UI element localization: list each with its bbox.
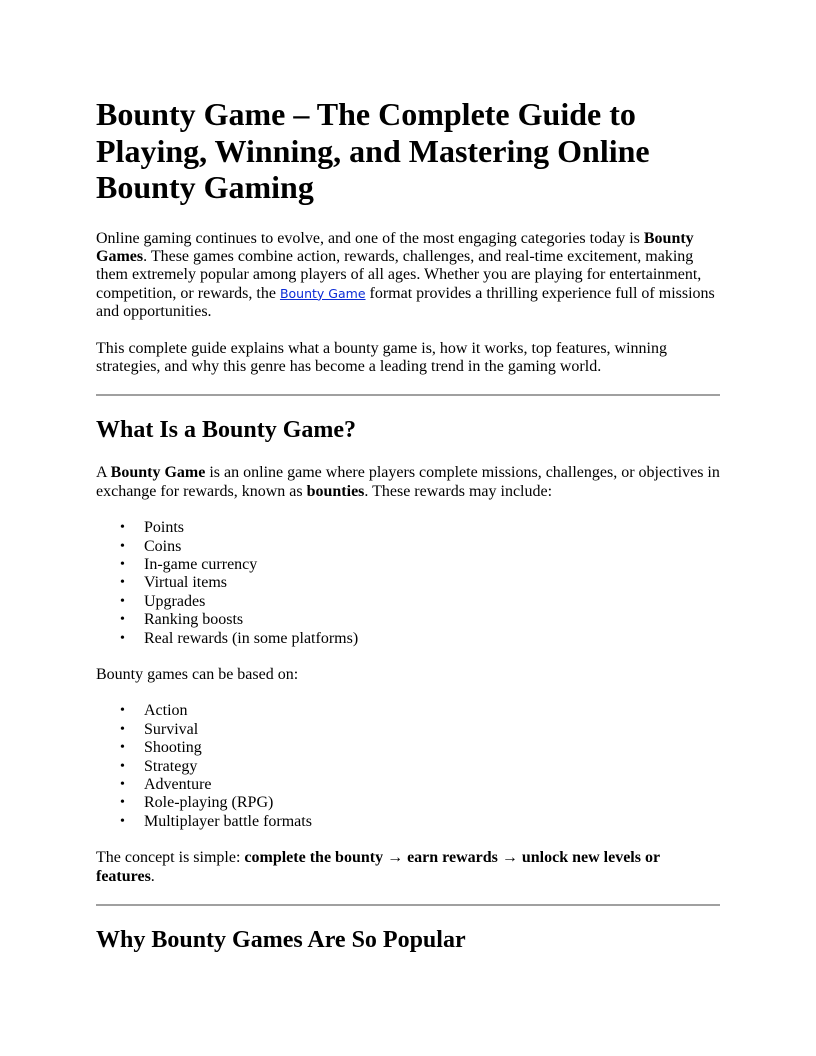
list-item: • Strategy — [120, 757, 198, 775]
list-item: • Role-playing (RPG) — [120, 794, 274, 812]
definition-paragraph — [96, 464, 720, 501]
bullet-icon: • — [120, 758, 125, 774]
page-title: Bounty Game – The Complete Guide to Playing, Winning, and Mastering Online Bounty Gaming — [96, 96, 650, 205]
bullet-icon: • — [120, 593, 125, 609]
section-heading-what-is: What Is a Bounty Game? — [96, 417, 357, 444]
list-item: • Upgrades — [120, 592, 206, 610]
bullet-icon: • — [120, 630, 125, 646]
bullet-icon: • — [120, 740, 125, 756]
rewards-list — [96, 519, 720, 648]
list-item: • Real rewards (in some platforms) — [120, 629, 359, 647]
list-item: • Shooting — [120, 739, 202, 757]
section-divider — [96, 904, 720, 906]
list-item: • Coins — [120, 537, 182, 555]
list-item: • Multiplayer battle formats — [120, 812, 312, 830]
definition-bold-bounty-game: Bounty Game — [110, 464, 206, 482]
list-item: • Virtual items — [120, 574, 228, 592]
bounty-game-link[interactable]: Bounty Game — [279, 285, 366, 301]
list-item: • Adventure — [120, 776, 212, 794]
bullet-icon: • — [120, 612, 125, 628]
bullet-icon: • — [120, 575, 125, 591]
bullet-icon: • — [120, 795, 125, 811]
definition-text-1: A — [96, 464, 111, 482]
intro-bold-bounty-games: Bounty Games — [96, 229, 694, 265]
definition-text-2: is an online game where players complete missions, challenges, or objectives in exchange for rewards, known as — [96, 464, 720, 500]
intro-text-3: format provides a thrilling experience full of missions and opportunities. — [96, 284, 715, 321]
based-on-paragraph: Bounty games can be based on: — [96, 666, 299, 683]
list-item: • Ranking boosts — [120, 611, 244, 629]
concept-paragraph — [96, 849, 720, 886]
bullet-icon: • — [120, 538, 125, 554]
genres-list — [96, 702, 720, 831]
definition-text-3: . These rewards may include: — [364, 482, 553, 500]
concept-text-1: The concept is simple: — [96, 849, 245, 867]
bullet-icon: • — [120, 556, 125, 572]
concept-bold: complete the bounty → earn rewards → unlock new levels or features — [96, 849, 660, 885]
list-item: • Points — [120, 519, 185, 537]
bullet-icon: • — [120, 721, 125, 737]
concept-text-2: . — [150, 867, 155, 885]
list-item: • In-game currency — [120, 555, 258, 573]
intro-text-1: Online gaming continues to evolve, and one of the most engaging categories today is — [96, 229, 644, 247]
section-divider — [96, 394, 720, 396]
bullet-icon: • — [120, 520, 125, 536]
definition-bold-bounties: bounties — [306, 482, 365, 500]
bullet-icon: • — [120, 813, 125, 829]
list-item: • Survival — [120, 720, 199, 738]
bullet-icon: • — [120, 703, 125, 719]
intro-paragraph-2: This complete guide explains what a bounty game is, how it works, top features, winning strategies, and why this genre has become a leading trend in the gaming world. — [96, 339, 667, 375]
section-heading-popularity: Why Bounty Games Are So Popular — [96, 927, 466, 954]
intro-paragraph — [96, 230, 720, 322]
bullet-icon: • — [120, 777, 125, 793]
intro-text-2: . These games combine action, rewards, challenges, and real-time excitement, making them extremely popular among players of all ages. Whether you are playing for entertainment, competition, or rewards, the — [96, 247, 702, 302]
document-page — [96, 96, 720, 974]
list-item: • Action — [120, 702, 188, 720]
